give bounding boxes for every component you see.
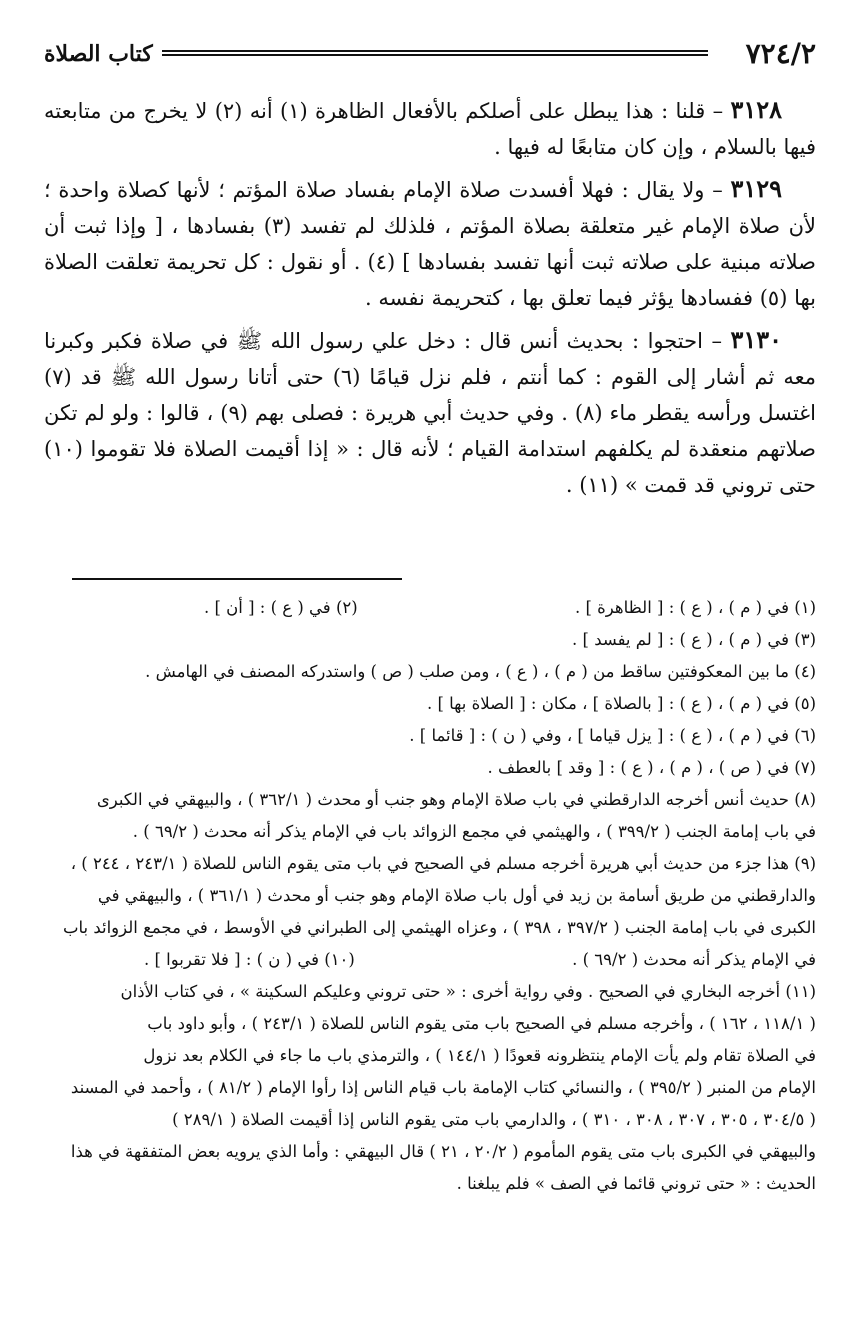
footnote-9-line: الكبرى في باب إمامة الجنب ( ٣٩٧/٢ ، ٣٩٨ ) ، وعزاه الهيثمي إلى الطبراني في الأوسط ، في مجمع الزوائد باب	[62, 918, 816, 937]
footnote-3: (٣) في ( م ) ، ( ع ) : [ لم يفسد ] .	[572, 630, 816, 649]
footnote-11-line: الحديث : « حتى تروني قائما في الصف » فلم يبلغنا .	[456, 1174, 816, 1193]
page-number: ٧٢٤/٢	[745, 37, 816, 70]
paragraph-3130	[44, 322, 816, 503]
footnote-2: (٢) في ( ع ) : [ أن ] .	[204, 598, 358, 617]
paragraph-number: ٣١٣٠	[730, 325, 782, 354]
main-text	[44, 92, 816, 509]
footnote-11-line: في الصلاة تقام ولم يأت الإمام ينتظرونه قعودًا ( ١٤٤/١ ) ، والترمذي باب ما جاء في الكلام بعد نزول	[143, 1046, 816, 1065]
footnote-11-line: (١١) أخرجه البخاري في الصحيح . وفي رواية أخرى : « حتى تروني وعليكم السكينة » ، في كتاب الأذان	[120, 982, 816, 1001]
header-rule	[162, 50, 708, 56]
footnote-6: (٦) في ( م ) ، ( ع ) : [ يزل قياما ] ، وفي ( ن ) : [ قائما ] .	[409, 726, 816, 745]
footnote-5: (٥) في ( م ) ، ( ع ) : [ بالصلاة ] ، مكان : [ الصلاة بها ] .	[426, 694, 816, 713]
footnotes	[64, 592, 816, 1200]
footnote-10: (١٠) في ( ن ) : [ فلا تقربوا ] .	[144, 950, 355, 969]
footnote-8-line: (٨) حديث أنس أخرجه الدارقطني في باب صلاة الإمام وهو جنب أو محدث ( ٣٦٢/١ ) ، والبيهقي في الكبرى	[96, 790, 816, 809]
paragraph-text: – ولا يقال : فهلا أفسدت صلاة الإمام بفساد صلاة المؤتم ؛ لأنها كصلاة واحدة ؛ لأن صلاة الإمام غير متعلقة بصلاة المؤتم ، فلذلك لم تفسد (٣) بفسادها ، [ وإذا ثبت أن صلاته مبنية على صلاته ثبت أنها تفسد بفسادها ] (٤) . أو نقول : كل تحريمة تعلقت الصلاة بها (٥) ففسادها يؤثر فيما تعلق بها ، كتحريمة نفسه .	[44, 178, 816, 310]
footnote-9-line: والدارقطني من طريق أسامة بن زيد في أول باب صلاة الإمام وهو جنب أو محدث ( ٣٦١/١ ) ، والبيهقي في	[97, 886, 816, 905]
footnote-9-line: في الإمام يذكر أنه محدث ( ٦٩/٢ ) .	[572, 950, 816, 969]
paragraph-text: – قلنا : هذا يبطل على أصلكم بالأفعال الظاهرة (١) أنه (٢) لا يخرج من متابعته فيها بالسلام ، وإن كان متابعًا له فيها .	[44, 99, 816, 159]
footnote-11-line: الإمام من المنبر ( ٣٩٥/٢ ) ، والنسائي كتاب الإمامة باب قيام الناس إذا رأوا الإمام ( ٨١/٢ ) ، وأحمد في المسند	[70, 1078, 816, 1097]
book-title: كتاب الصلاة	[44, 41, 153, 67]
page-header	[44, 34, 816, 74]
paragraph-text: – احتجوا : بحديث أنس قال : دخل علي رسول الله ﷺ في صلاة فكبر وكبرنا معه ثم أشار إلى القوم : كما أنتم ، فلم نزل قيامًا (٦) حتى أتانا رسول الله ﷺ قد (٧) اغتسل ورأسه يقطر ماء (٨) . وفي حديث أبي هريرة : فصلى بهم (٩) ، قالوا : ولو لم تكن صلاتهم منعقدة لم يكلفهم استدامة القيام ؛ لأنه قال : « إذا أقيمت الصلاة فلا تقوموا (١٠) حتى تروني قد قمت » (١١) .	[44, 329, 816, 497]
footnote-row	[64, 944, 816, 976]
paragraph-3129	[44, 171, 816, 316]
footnote-row	[64, 592, 816, 624]
paragraph-3128	[44, 92, 816, 165]
footnote-11-line: والبيهقي في الكبرى باب متى يقوم المأموم ( ٢٠/٢ ، ٢١ ) قال البيهقي : وأما الذي يرويه بعض المتفقهة في هذا	[70, 1142, 816, 1161]
footnote-separator	[72, 578, 402, 580]
footnote-11-line: ( ٣٠٤/٥ ، ٣٠٥ ، ٣٠٧ ، ٣٠٨ ، ٣١٠ ) ، والدارمي باب متى يقوم الناس إذا أقيمت الصلاة ( ٢٨٩/١ )	[172, 1110, 816, 1129]
footnote-9-line: (٩) هذا جزء من حديث أبي هريرة أخرجه مسلم في الصحيح في باب متى يقوم الناس للصلاة ( ٢٤٣/١ ، ٢٤٤ ) ،	[70, 854, 816, 873]
footnote-11-line: ( ١١٨/١ ، ١٦٢ ) ، وأخرجه مسلم في الصحيح باب متى يقوم الناس للصلاة ( ٢٤٣/١ ) ، وأبو داود باب	[147, 1014, 816, 1033]
paragraph-number: ٣١٢٨	[730, 95, 782, 124]
footnote-7: (٧) في ( ص ) ، ( م ) ، ( ع ) : [ وقد ] بالعطف .	[487, 758, 816, 777]
paragraph-number: ٣١٢٩	[730, 174, 782, 203]
footnote-1: (١) في ( م ) ، ( ع ) : [ الظاهرة ] .	[574, 598, 816, 617]
footnote-4: (٤) ما بين المعكوفتين ساقط من ( م ) ، ( ع ) ، ومن صلب ( ص ) واستدركه المصنف في الهامش .	[145, 662, 816, 681]
footnote-8-line: في باب إمامة الجنب ( ٣٩٩/٢ ) ، والهيثمي في مجمع الزوائد باب في الإمام يذكر أنه محدث ( ٦٩/٢ ) .	[132, 822, 816, 841]
